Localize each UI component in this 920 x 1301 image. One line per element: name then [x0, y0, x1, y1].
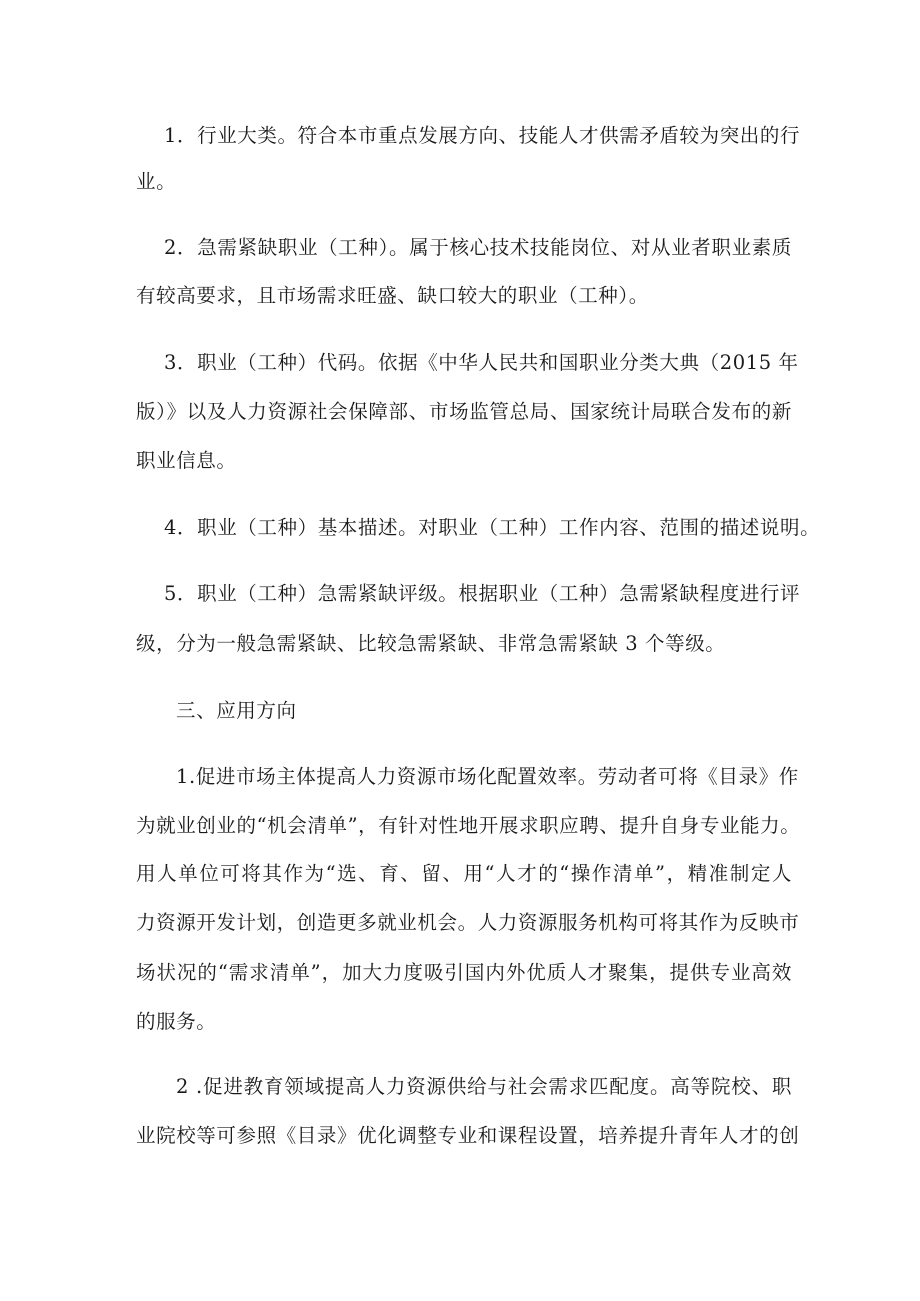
paragraph-1-line-2: 业。: [136, 170, 177, 193]
paragraph-6-line-4: 力资源开发计划，创造更多就业机会。人力资源服务机构可将其作为反映市: [136, 911, 800, 934]
paragraph-4-line-1: 4．职业（工种）基本描述。对职业（工种）工作内容、范围的描述说明。: [164, 516, 821, 539]
paragraph-6-line-3: 用人单位可将其作为“选、育、留、用“人才的“操作清单”，精准制定人: [136, 862, 792, 885]
paragraph-7-line-1: 2 .促进教育领域提高人力资源供给与社会需求匹配度。高等院校、职: [176, 1075, 792, 1098]
paragraph-6-line-6: 的服务。: [136, 1010, 217, 1033]
paragraph-5-line-1: 5．职业（工种）急需紧缺评级。根据职业（工种）急需紧缺程度进行评: [164, 582, 801, 605]
section-heading-application: 三、应用方向: [176, 699, 297, 722]
paragraph-1-line-1: 1．行业大类。符合本市重点发展方向、技能人才供需矛盾较为突出的行: [164, 124, 801, 147]
paragraph-5-line-2: 级，分为一般急需紧缺、比较急需紧缺、非常急需紧缺 3 个等级。: [136, 632, 726, 655]
paragraph-6-line-2: 为就业创业的“机会清单”，有针对性地开展求职应聘、提升自身专业能力。: [136, 814, 801, 837]
paragraph-3-line-3: 职业信息。: [136, 449, 237, 472]
paragraph-6-line-1: 1.促进市场主体提高人力资源市场化配置效率。劳动者可将《目录》作: [176, 765, 799, 788]
paragraph-2-line-2: 有较高要求，且市场需求旺盛、缺口较大的职业（工种）。: [136, 284, 649, 307]
paragraph-3-line-1: 3．职业（工种）代码。依据《中华人民共和国职业分类大典（2015 年: [164, 351, 799, 374]
paragraph-2-line-1: 2．急需紧缺职业（工种）。属于核心技术技能岗位、对从业者职业素质: [164, 236, 792, 259]
paragraph-3-line-2: 版）》以及人力资源社会保障部、市场监管总局、国家统计局联合发布的新: [136, 400, 792, 423]
paragraph-7-line-2: 业院校等可参照《目录》优化调整专业和课程设置，培养提升青年人才的创: [136, 1124, 800, 1147]
paragraph-6-line-5: 场状况的“需求清单”，加大力度吸引国内外优质人才聚集，提供专业高效: [136, 961, 792, 984]
